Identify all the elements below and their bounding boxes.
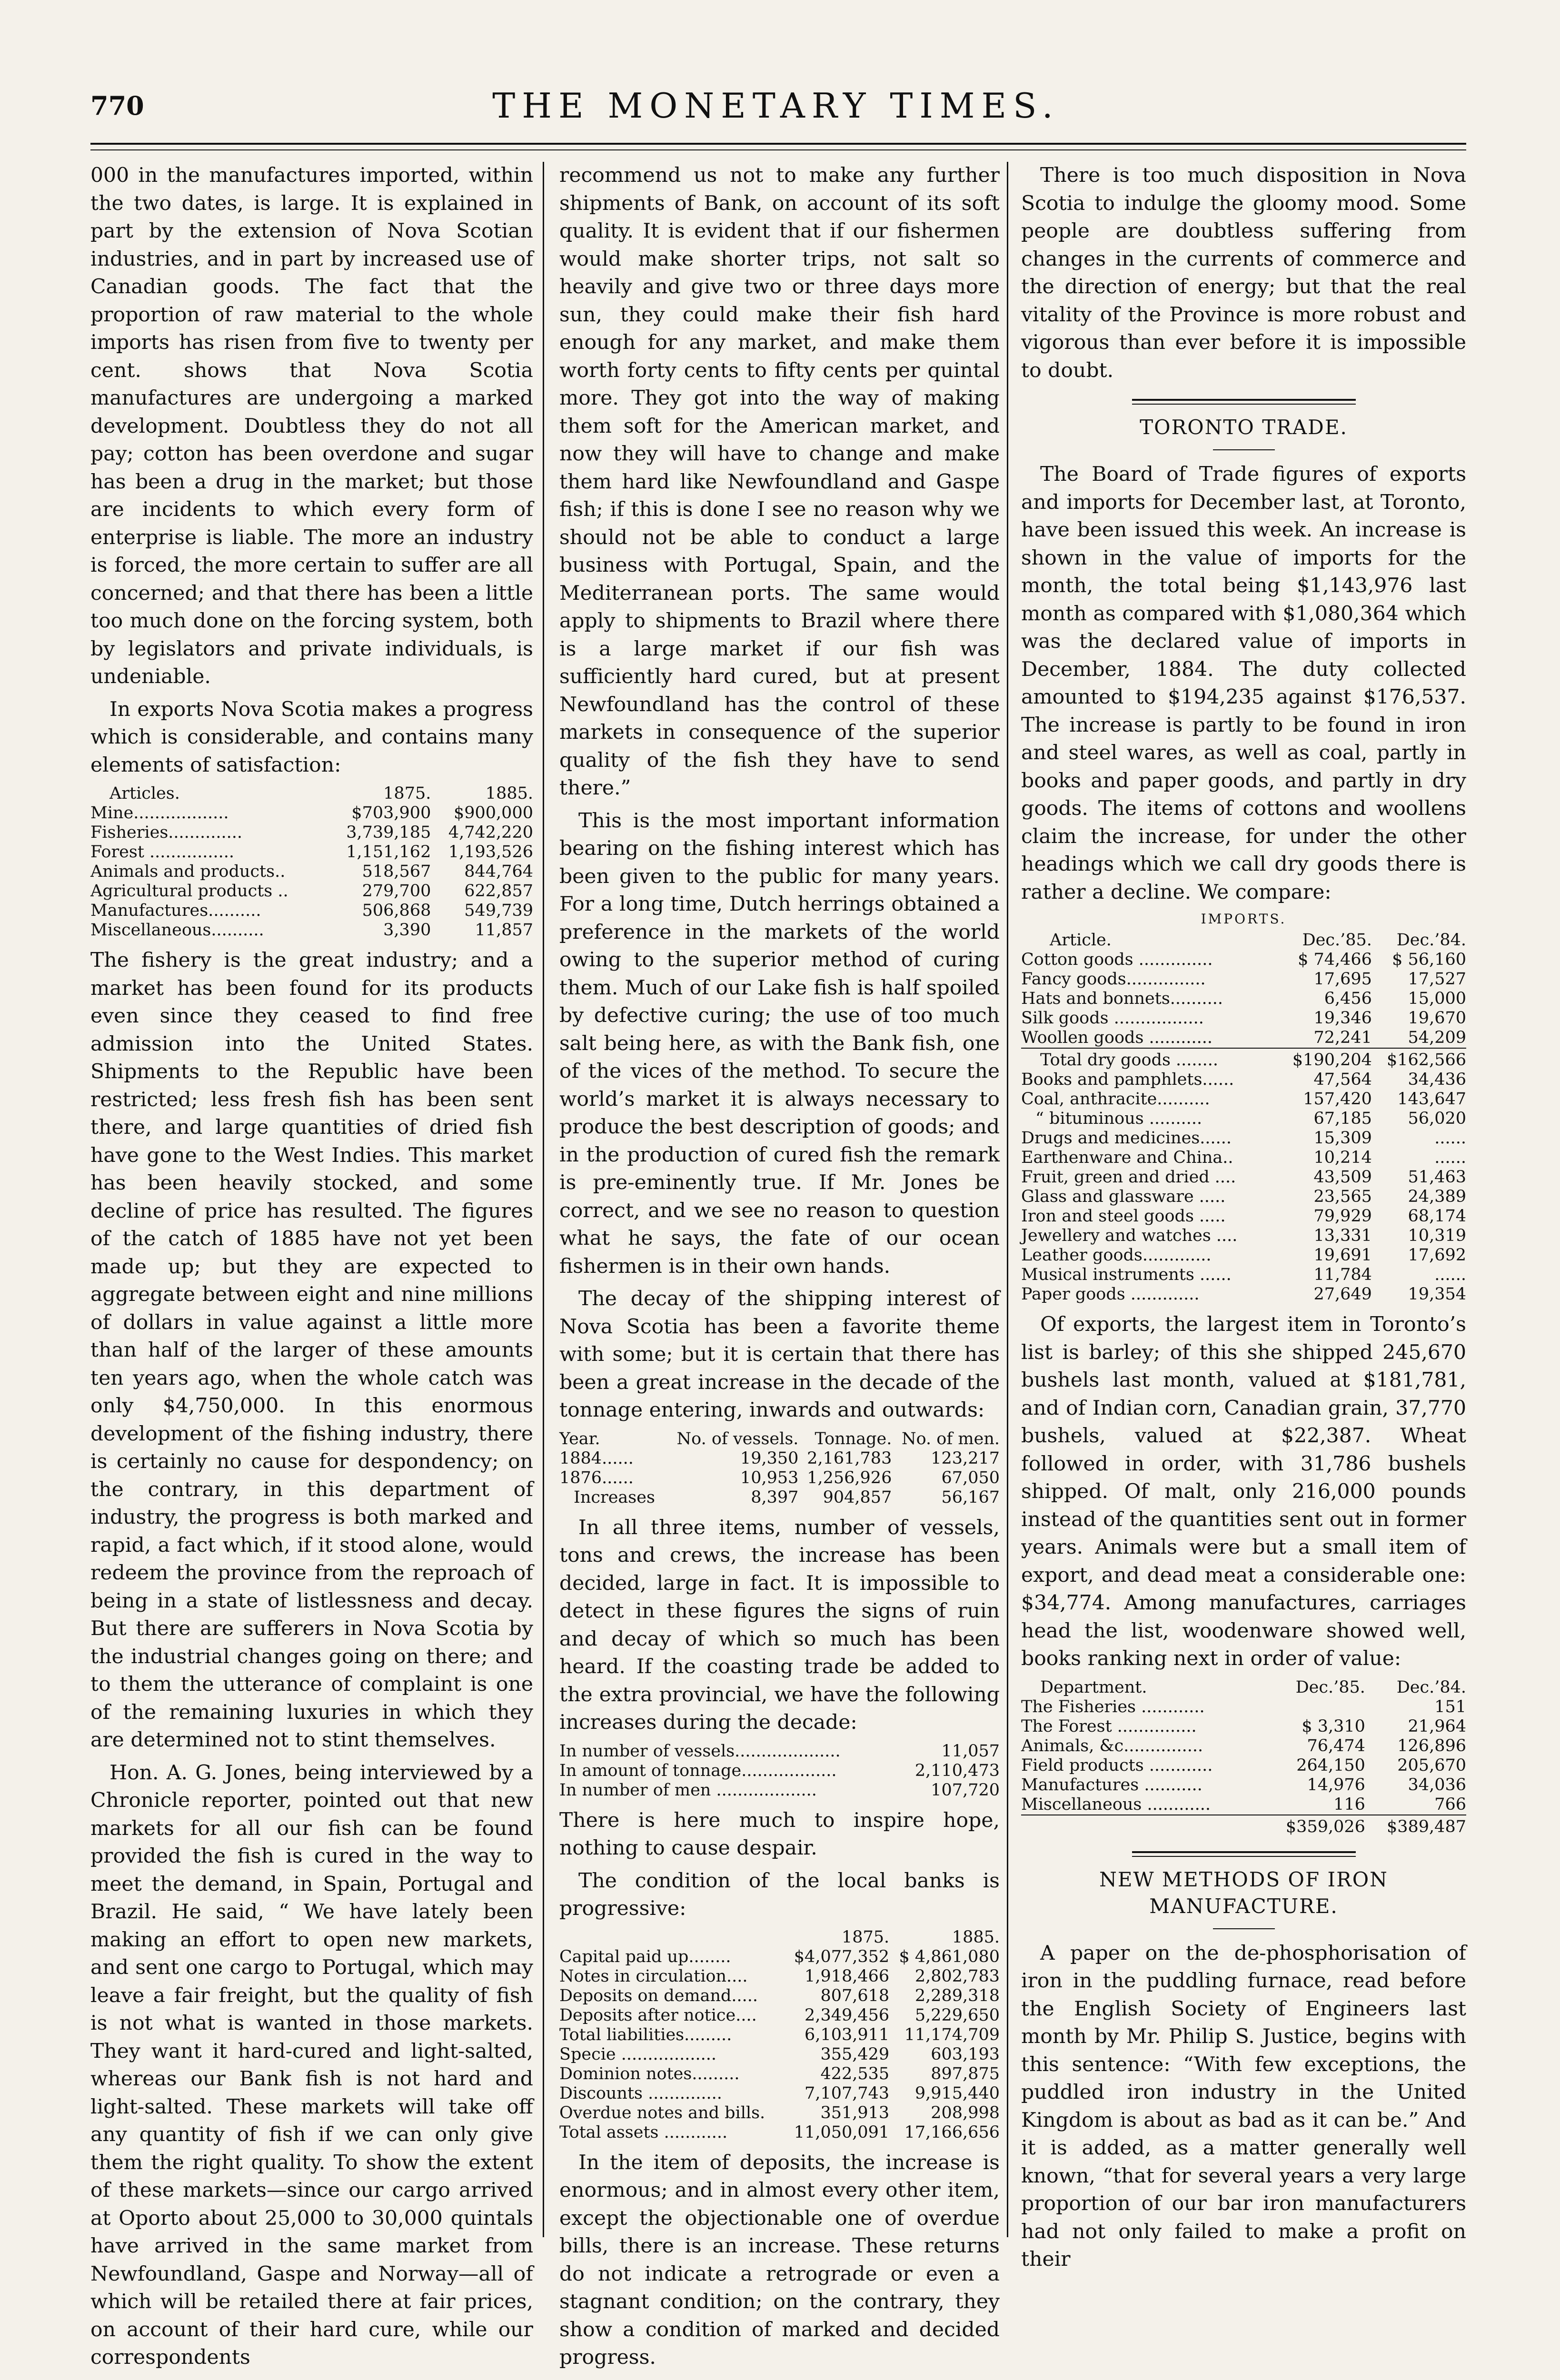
table-cell: Coal, anthracite.......... [1021,1090,1210,1109]
table-cell: The Fisheries ............ [1021,1697,1205,1716]
banks-table [559,1928,1000,2142]
header-rule [90,143,1466,150]
table-header: 1875. [841,1927,890,1947]
paragraph: In all three items, number of vessels, tons and crews, the increase has been decided, large in fact. It is impossible to detect in these figures the signs of ruin and decay of which so much has been heard. If the coasting trade be added to the extra provincial, we have the following increases during the decade: [559,1516,1000,1734]
table-cell: Manufactures ........... [1021,1775,1202,1795]
toronto-exports-table [1021,1678,1466,1837]
table-cell: ...... [1434,1265,1466,1284]
table-cell: Paper goods ............. [1021,1285,1200,1304]
table-row [559,1967,1000,1986]
table-row [1021,1148,1466,1168]
column-divider [1007,162,1008,2237]
table-cell: 11,050,091 [794,2122,890,2142]
table-cell: 3,739,185 [346,823,431,842]
table-cell: 904,857 [823,1488,892,1507]
table-row [559,2084,1000,2103]
table-row [90,862,533,882]
table-header-row [1021,1678,1466,1697]
table-row [559,2006,1000,2025]
table-row [559,2103,1000,2123]
table-cell: Notes in circulation.... [559,1966,748,1986]
table-row [1021,1070,1466,1090]
table-row [1021,989,1466,1009]
paragraph: In the item of deposits, the increase is enormous; and in almost every other item, except the objectionable one of overdue bills, there is an increase. These returns do not indicate a retrograde or even a stagnant condition; on the contrary, they show a condition of marked and decided progress. [559,2151,1000,2369]
table-cell: Discounts .............. [559,2083,722,2103]
table-header: Article. [1050,931,1112,950]
table-cell: 24,389 [1408,1187,1466,1206]
table-header: 1885. [485,784,533,803]
table-cell: $ 74,466 [1298,950,1372,969]
table-cell: 1876...... [559,1468,634,1488]
masthead-title: THE MONETARY TIMES. [492,86,1060,126]
table-header: No. of vessels. [676,1429,799,1448]
table-cell: 2,802,783 [914,1966,1000,1986]
table-row [1021,1717,1466,1736]
table-cell: 17,527 [1408,970,1466,989]
table-cell: 11,057 [941,1741,1000,1761]
paragraph: The decay of the shipping interest of Nova Scotia has been a favorite theme with some; but it is certain that there has been a great increase in the decade of the tonnage entering, inwards and outwards: [559,1287,1000,1422]
table-cell: Silk goods ................. [1021,1009,1204,1028]
table-cell: $190,204 [1278,1048,1372,1070]
table-row [559,1449,1000,1468]
table-header: Dec.’84. [1396,1677,1466,1697]
decade-increase-table [559,1742,1000,1800]
table-cell: Total liabilities......... [559,2025,732,2044]
shipping-table [559,1429,1000,1507]
table-row [1021,1168,1466,1187]
table-cell: 1,256,926 [807,1468,892,1488]
table-cell: 43,509 [1313,1168,1372,1187]
table-cell: 47,564 [1313,1070,1372,1089]
table-cell: 4,742,220 [448,823,533,842]
table-cell: Books and pamphlets...... [1021,1070,1234,1089]
table-cell: 11,784 [1313,1265,1372,1284]
table-cell: 8,397 [751,1488,799,1507]
table-cell: $162,566 [1372,1048,1466,1070]
table-cell: 68,174 [1408,1207,1466,1226]
table-cell: 5,229,650 [914,2005,1000,2025]
table-cell: 11,174,709 [904,2025,1000,2044]
table-cell: $ 3,310 [1302,1716,1365,1736]
table-cell: $ 4,861,080 [899,1947,1000,1966]
table-cell: 844,764 [464,862,533,881]
table-cell: Animals and products.. [90,862,286,881]
table-cell: 6,456 [1324,989,1372,1008]
table-row [559,1742,1000,1761]
table-cell: The Forest ............... [1021,1716,1197,1736]
table-cell: 56,020 [1408,1109,1466,1128]
table-row [1021,1795,1466,1815]
table-cell: Dominion notes......... [559,2064,740,2083]
table-cell: 157,420 [1303,1090,1372,1109]
table-cell: 19,354 [1408,1285,1466,1304]
table-cell: $703,900 [351,803,431,823]
table-cell: 56,167 [941,1488,1000,1507]
table-header: Dec.’85. [1302,931,1372,950]
table-cell: 72,241 [1313,1028,1372,1047]
table-cell: 123,217 [931,1448,1000,1468]
table-cell: 2,110,473 [914,1761,1000,1780]
table-total-row [1021,1815,1466,1837]
section-title-iron-manufacture: NEW METHODS OF IRON MANUFACTURE. [1099,1867,1388,1918]
table-cell: 2,349,456 [805,2005,890,2025]
table-cell: Agricultural products .. [90,882,288,901]
table-header: No. of men. [901,1429,1000,1448]
paragraph: This is the most important information bearing on the fishing interest which has been given to the public for many years. For a long time, Dutch herrings obtained a preference in the markets of the world owing to the superior method of curing them. Much of our Lake fish is half spoiled by defective curing; the use of too much salt being here, as with the Bank fish, one of the vices of the method. To secure the world’s market it is always necessary to produce the best description of goods; and in the production of cured fish the remark is pre-eminently true. If Mr. Jones be correct, and we see no reason to question what he says, the fate of our ocean fishermen is in their own hands. [559,809,1000,1278]
table-cell: 518,567 [362,862,431,881]
table-row [1021,1226,1466,1246]
table-cell: 279,700 [362,882,431,901]
table-header-row [90,784,533,803]
table-row [559,1468,1000,1488]
table-cell: 19,691 [1313,1246,1372,1265]
column-divider [543,162,544,2237]
table-row [1021,970,1466,989]
table-cell: Overdue notes and bills. [559,2103,765,2122]
paragraph: The Board of Trade figures of exports and imports for December last, at Toronto, have been issued this week. An increase is shown in the value of imports for the month, the total being $1,143,976 last month as compared with $1,080,364 which was the declared value of imports in December, 1884. The duty collected amounted to $194,235 against $176,537. The increase is partly to be found in iron and steel wares, as well as coal, partly in books and paper goods, and partly in dry goods. The items of cottons and woollens claim the increase, for under the other headings which we call dry goods there is rather a decline. We compare: [1021,463,1466,904]
table-cell: 23,565 [1313,1187,1372,1206]
section-separator [1132,399,1356,405]
table-cell: Forest ................ [90,843,235,862]
table-cell: 10,953 [740,1468,799,1488]
table-header: 1885. [952,1927,1000,1947]
table-row [1021,1207,1466,1226]
table-cell: 14,976 [1307,1775,1365,1795]
table-row [1021,1187,1466,1207]
title-rule [1213,1928,1275,1929]
toronto-imports-table [1021,931,1466,1304]
table-cell: 67,185 [1313,1109,1372,1128]
table-row [559,1761,1000,1781]
table-row [559,1947,1000,1967]
table-cell: Glass and glassware ..... [1021,1187,1226,1206]
table-cell: Mine.................. [90,803,229,823]
page-header [90,81,1461,138]
table-header: Year. [559,1429,600,1448]
table-row [559,2123,1000,2142]
table-row [1021,1246,1466,1265]
table-cell: 3,390 [383,921,431,940]
table-cell: $389,487 [1365,1815,1466,1837]
table-cell: 351,913 [820,2103,890,2122]
table-cell: 19,350 [740,1448,799,1468]
table-cell: 17,692 [1408,1246,1466,1265]
title-rule [1213,449,1275,450]
table-cell: “ bituminous .......... [1035,1109,1202,1128]
table-cell: 506,868 [362,901,431,920]
table-cell: 19,670 [1408,1009,1466,1028]
table-cell: Drugs and medicines...... [1021,1129,1232,1148]
table-cell: In amount of tonnage.................. [559,1761,837,1780]
table-row [1021,1756,1466,1775]
imports-caption: IMPORTS. [1201,911,1287,927]
table-cell: Woollen goods ............ [1021,1028,1213,1047]
table-row [1021,950,1466,970]
paragraph: A paper on the de-phosphorisation of iron in the puddling furnace, read before the English Society of Engineers last month by Mr. Philip S. Justice, begins with this sentence: “With few exceptions, the puddled iron industry in the United Kingdom is about as bad as it can be.” And it is added, as a matter generally well known, “that for several years a very large proportion of our bar iron manufacturers had not only failed to make a profit on their [1021,1941,1466,2271]
table-row [90,843,533,862]
table-cell: 126,896 [1397,1736,1466,1755]
section-title-toronto-trade: TORONTO TRADE. [1140,416,1348,439]
table-cell: Deposits after notice.... [559,2005,757,2025]
table-total-row [1021,1048,1466,1070]
table-cell: 1,918,466 [805,1966,890,1986]
table-cell: 10,319 [1408,1226,1466,1245]
nova-scotia-exports-table [90,784,533,940]
table-cell: 422,535 [820,2064,890,2083]
table-cell: 11,857 [475,921,533,940]
table-cell: 208,998 [931,2103,1000,2122]
paragraph: recommend us not to make any further shipments of Bank, on account of its soft quality. It is evident that if our fishermen would make shorter trips, not salt so heavily and give two or three days more sun, they could make their fish hard enough for any market, and make them worth forty cents to fifty cents per quintal more. They got into the way of making them soft for the American market, and now they will have to change and make them hard like Newfoundland and Gaspe fish; if this is done I see no reason why we should not be able to conduct a large business with Portugal, Spain, and the Mediterranean ports. The same would apply to shipments to Brazil where there is a large market if our fish was sufficiently hard cured, but at present Newfoundland has the control of these markets in consequence of the superior quality of the fish they have to send there.” [559,164,1000,800]
table-cell: 10,214 [1313,1148,1372,1167]
table-cell: 603,193 [931,2044,1000,2064]
table-row [1021,1285,1466,1304]
table-cell: In number of vessels.................... [559,1741,841,1761]
table-cell: 622,857 [464,882,533,901]
table-cell: In number of men ................... [559,1780,817,1800]
table-cell: Increases [574,1488,655,1507]
table-header: Articles. [109,784,180,803]
table-row [559,1781,1000,1800]
paragraph: Hon. A. G. Jones, being interviewed by a Chronicle reporter, pointed out that new markets for all our fish can be found provided the fish is cured in the way to meet the demand, in Spain, Portugal and Brazil. He said, “ We have lately been making an effort to open new markets, and sent one cargo to Portugal, which may leave a fair freight, but the quality of fish is not what is wanted in those markets. They want it hard-cured and light-salted, whereas our Bank fish is not hard and light-salted. These markets will take off any quantity of fish if we can only give them the right quality. To show the extent of these markets—since our cargo arrived at Oporto about 25,000 to 30,000 quintals have arrived in the same market from Newfoundland, Gaspe and Norway—all of which will be retailed there at fair prices, on account of their hard cure, while our correspondents [90,1761,533,2369]
column-3 [1021,162,1466,2271]
table-cell: 205,670 [1397,1755,1466,1775]
table-header [559,1928,785,1947]
table-cell: Hats and bonnets.......... [1021,989,1223,1008]
table-header: Dec.’85. [1295,1677,1365,1697]
table-cell: 897,875 [931,2064,1000,2083]
table-row [90,882,533,901]
table-header-row [559,1429,1000,1449]
table-cell: Capital paid up........ [559,1947,731,1966]
table-cell: $4,077,352 [794,1947,890,1966]
table-row [559,2064,1000,2084]
table-row [1021,1736,1466,1756]
table-cell: Miscellaneous ............ [1021,1795,1211,1814]
table-cell: Musical instruments ...... [1021,1265,1232,1284]
table-cell [1021,1815,1264,1837]
table-header: Department. [1040,1677,1147,1697]
table-cell: 151 [1434,1697,1466,1716]
table-cell: 79,929 [1313,1207,1372,1226]
table-header-row [1021,931,1466,950]
table-cell: 7,107,743 [805,2083,890,2103]
table-header-row [559,1928,1000,1947]
table-cell: $359,026 [1264,1815,1365,1837]
table-row [1021,1697,1466,1717]
table-cell: 355,429 [820,2044,890,2064]
paragraph: There is here much to inspire hope, nothing to cause despair. [559,1808,1000,1860]
table-row [559,2045,1000,2064]
table-row [90,921,533,940]
table-cell: 17,695 [1313,970,1372,989]
table-cell: 116 [1333,1795,1365,1814]
table-cell: 51,463 [1408,1168,1466,1187]
table-cell: 13,331 [1313,1226,1372,1245]
column-2 [559,162,1000,2369]
table-cell: Earthenware and China.. [1021,1148,1233,1167]
table-row [559,2025,1000,2045]
section-separator [1132,1851,1356,1857]
paragraph: 000 in the manufactures imported, within the two dates, is large. It is explained in part by the extension of Nova Scotian industries, and in part by increased use of Canadian goods. The fact that the proportion of raw material to the whole imports has risen from five to twenty per cent. shows that Nova Scotia manufactures are undergoing a marked development. Doubtless they do not all pay; cotton has been overdone and sugar has been a drug in the market; but those are incidents to which every form of enterprise is liable. The more an industry is forced, the more certain to suffer are all concerned; and that there has been a little too much done on the forcing system, both by legislators and private individuals, is undeniable. [90,164,533,688]
table-cell: 766 [1434,1795,1466,1814]
page-number: 770 [90,90,144,121]
table-cell: 67,050 [941,1468,1000,1488]
table-cell: 34,436 [1408,1070,1466,1089]
table-cell: Cotton goods .............. [1021,950,1213,969]
paragraph: In exports Nova Scotia makes a progress which is considerable, and contains many elements of satisfaction: [90,697,533,777]
table-cell: 17,166,656 [904,2122,1000,2142]
table-cell: 27,649 [1313,1285,1372,1304]
table-cell: ...... [1434,1148,1466,1167]
table-cell: Total assets ............ [559,2122,728,2142]
table-cell: 264,150 [1296,1755,1365,1775]
table-header: Dec.’84. [1396,931,1466,950]
table-cell: 107,720 [931,1780,1000,1800]
table-header: Tonnage. [815,1429,892,1448]
table-cell: 15,309 [1313,1129,1372,1148]
table-cell: Manufactures.......... [90,901,261,920]
table-cell: 143,647 [1397,1090,1466,1109]
table-cell: 19,346 [1313,1009,1372,1028]
table-cell: $900,000 [453,803,533,823]
table-cell: 9,915,440 [914,2083,1000,2103]
table-cell: Jewellery and watches .... [1021,1226,1238,1245]
table-row [1021,1265,1466,1285]
table-header: 1875. [383,784,431,803]
table-cell: 1,193,526 [448,843,533,862]
table-row [1021,1028,1466,1048]
table-cell: 2,289,318 [914,1986,1000,2005]
table-cell: 6,103,911 [805,2025,890,2044]
table-cell: Total dry goods ........ [1021,1048,1278,1070]
table-row [1021,1775,1466,1795]
table-cell: 21,964 [1408,1716,1466,1736]
table-cell: Field products ............ [1021,1755,1213,1775]
table-cell: 2,161,783 [807,1448,892,1468]
table-cell: 807,618 [820,1986,890,2005]
table-cell: Deposits on demand..... [559,1986,758,2005]
table-cell: Animals, &c............... [1021,1736,1203,1755]
paragraph: The condition of the local banks is progressive: [559,1869,1000,1920]
table-cell: Fruit, green and dried .... [1021,1168,1236,1187]
table-cell: Iron and steel goods ..... [1021,1207,1226,1226]
column-1 [90,162,533,2369]
paragraph: There is too much disposition in Nova Scotia to indulge the gloomy mood. Some people are doubtless suffering from changes in the currents of commerce and the direction of energy; but that the real vitality of the Province is more robust and vigorous than ever before it is impossible to doubt. [1021,164,1466,382]
table-cell: ...... [1434,1129,1466,1148]
table-cell: 54,209 [1408,1028,1466,1047]
table-row [1021,1109,1466,1129]
table-cell: Leather goods............. [1021,1246,1212,1265]
table-cell: 76,474 [1307,1736,1365,1755]
table-row [90,901,533,921]
table-cell [1264,1697,1365,1717]
table-cell: Miscellaneous.......... [90,921,264,940]
table-row [90,823,533,843]
table-row [90,803,533,823]
table-cell: 34,036 [1408,1775,1466,1795]
table-cell: 549,739 [464,901,533,920]
table-row [559,1488,1000,1507]
paragraph: Of exports, the largest item in Toronto’s list is barley; of this she shipped 245,670 bushels last month, valued at $181,781, and of Indian corn, Canadian grain, 37,770 bushels, valued at $22,387. Wheat followed in order, with 31,786 bushels shipped. Of malt, only 216,000 pounds instead of the quantities sent out in former years. Animals were but a small item of export, and dead meat a considerable one: $34,774. Among manufactures, carriages head the list, woodenware showed well, books ranking next in order of value: [1021,1313,1466,1670]
table-cell: $ 56,160 [1392,950,1466,969]
table-row [559,1986,1000,2006]
table-cell: Fisheries.............. [90,823,243,842]
table-cell: Fancy goods............... [1021,970,1206,989]
table-cell: Specie .................. [559,2044,716,2064]
table-row [1021,1009,1466,1028]
table-cell: 1884...... [559,1448,634,1468]
table-row [1021,1090,1466,1109]
paragraph: The fishery is the great industry; and a market has been found for its products even since they ceased to find free admission into the United States. Shipments to the Republic have been restricted; less fresh fish has been sent there, and large quantities of dried fish have gone to the West Indies. This market has been heavily stocked, and some decline of price has resulted. The figures of the catch of 1885 have not yet been made up; but they are expected to aggregate between eight and nine millions of dollars in value against a little more than half of the larger of these amounts ten years ago, when the whole catch was only $4,750,000. In this enormous development of the fishing industry, there is certainly no cause for despondency; on the contrary, in this department of industry, the progress is both marked and rapid, a fact which, if it stood alone, would redeem the province from the reproach of being in a state of listlessness and decay. But there are sufferers in Nova Scotia by the industrial changes going on there; and to them the utterance of complaint is one of the remaining luxuries in which they are determined not to stint themselves. [90,949,533,1752]
table-cell: 1,151,162 [346,843,431,862]
table-row [1021,1129,1466,1148]
table-cell: 15,000 [1408,989,1466,1008]
